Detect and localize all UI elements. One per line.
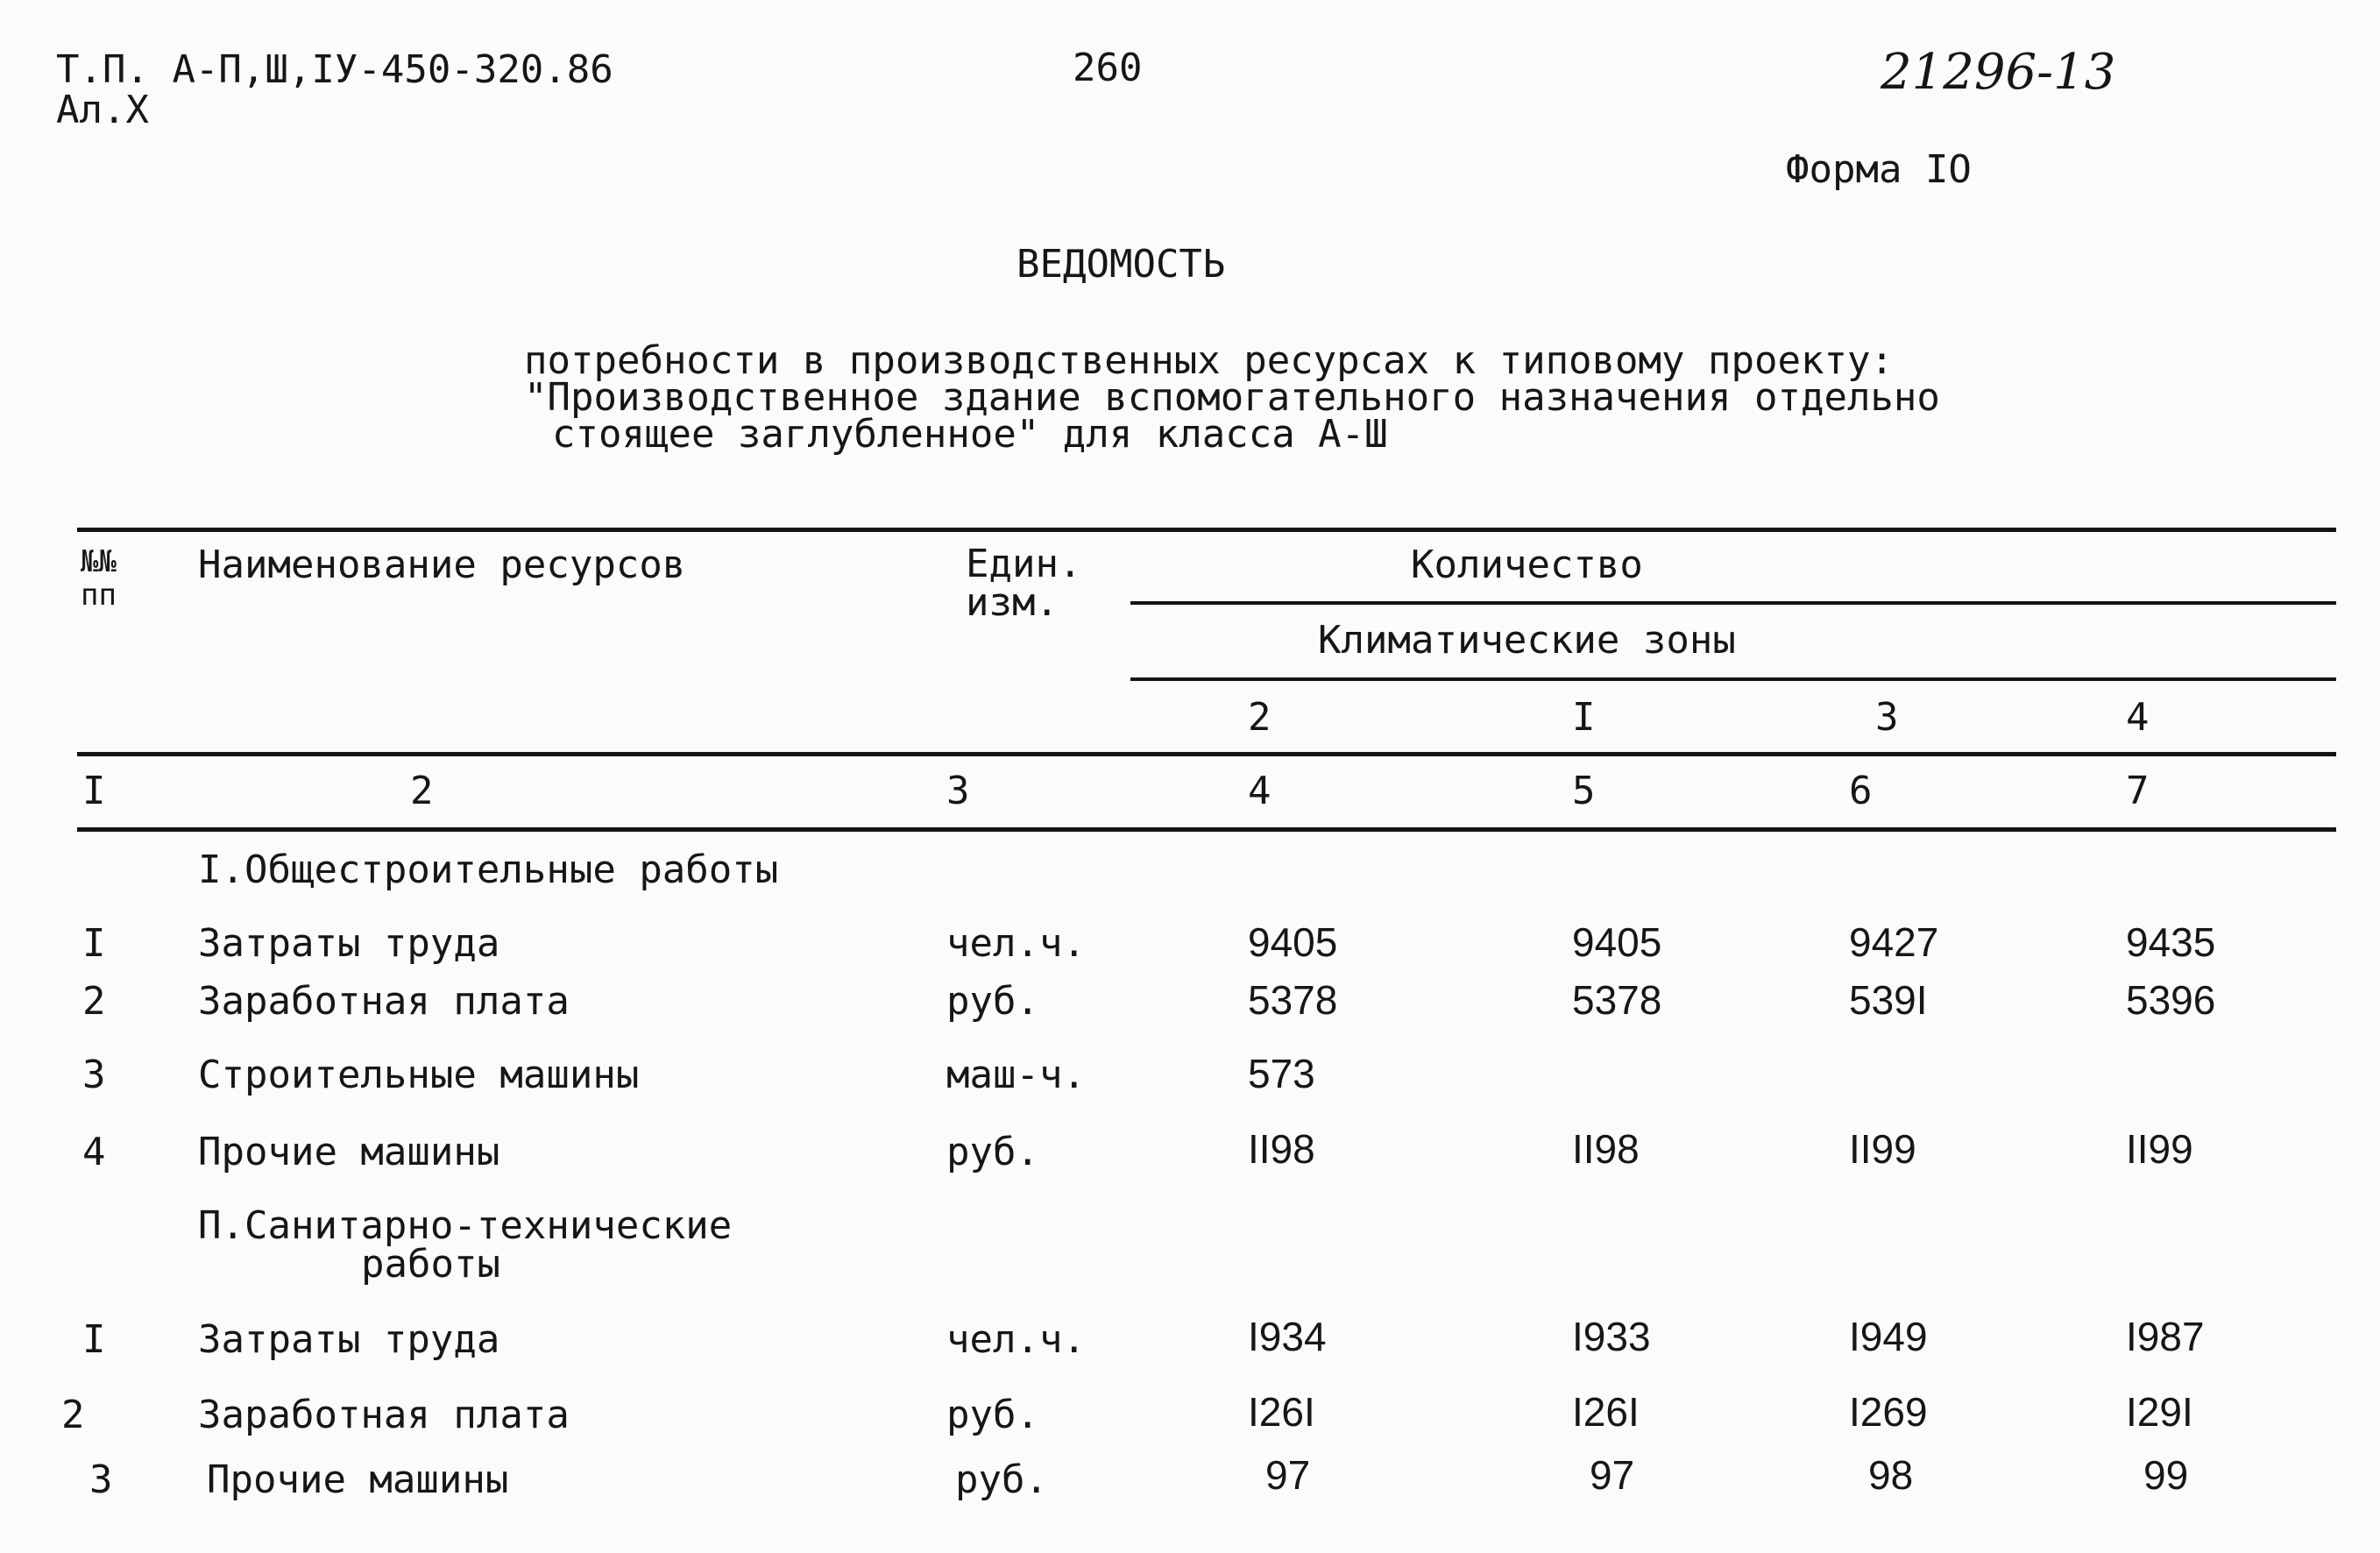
row-name: Заработная плата — [198, 979, 570, 1024]
row-value: II99 — [1849, 1126, 1916, 1172]
row-name: Затраты труда — [198, 1317, 500, 1362]
title-line-3: стоящее заглубленное" для класса А-Ш — [552, 412, 1388, 457]
column-number: 3 — [946, 769, 970, 813]
col-header-zones: Климатические зоны — [1318, 618, 1736, 663]
column-number: 4 — [1248, 769, 1271, 813]
row-name: Заработная плата — [198, 1393, 570, 1437]
doc-code-line1: Т.П. А-П,Ш,IУ-450-320.86 — [56, 47, 613, 92]
title-line-1: потребности в производственных ресурсах к типовому проекту: — [524, 338, 1894, 383]
row-value: 573 — [1248, 1051, 1315, 1096]
row-value: I26I — [1248, 1389, 1315, 1435]
table-top-rule — [77, 528, 2336, 532]
row-value: II98 — [1248, 1126, 1315, 1172]
section-title-line1: П.Санитарно-технические — [198, 1203, 733, 1248]
row-value: 9427 — [1849, 919, 1939, 965]
row-unit: чел.ч. — [946, 1317, 1086, 1362]
zone-number: I — [1572, 695, 1596, 740]
col-header-unit: Един. изм. — [966, 542, 1082, 625]
form-label: Форма IO — [1786, 147, 1972, 192]
title-line-2: "Производственное здание вспомогательного назначения отдельно — [524, 375, 1940, 420]
row-name: Затраты труда — [198, 921, 500, 966]
column-numbers-rule — [77, 827, 2336, 832]
col-header-no: №№ пп — [81, 544, 117, 613]
doc-code-line2: Ал.Х — [56, 88, 149, 132]
row-no: 3 — [82, 1053, 106, 1097]
col-header-quantity: Количество — [1411, 542, 1643, 587]
row-unit: руб. — [946, 979, 1039, 1024]
row-value: 97 — [1265, 1452, 1311, 1498]
row-no: I — [82, 921, 106, 966]
column-number: 6 — [1849, 769, 1873, 813]
row-value: I26I — [1572, 1389, 1640, 1435]
row-value: 9405 — [1572, 919, 1662, 965]
section-title: I.Общестроительные работы — [198, 847, 779, 892]
row-value: 5378 — [1572, 977, 1662, 1023]
column-number: 7 — [2126, 769, 2150, 813]
row-value: I987 — [2126, 1314, 2205, 1359]
row-no: 4 — [82, 1130, 106, 1174]
row-value: I934 — [1248, 1314, 1327, 1359]
section-title-line2: работы — [361, 1242, 500, 1287]
zones-rule — [1130, 677, 2336, 681]
row-value: 9435 — [2126, 919, 2216, 965]
doc-heading: ВЕДОМОСТЬ — [1016, 242, 1226, 287]
row-no: 3 — [89, 1457, 113, 1502]
row-value: 539I — [1849, 977, 1928, 1023]
row-value: 99 — [2143, 1452, 2189, 1498]
row-unit: чел.ч. — [946, 921, 1086, 966]
zone-number: 3 — [1875, 695, 1899, 740]
row-name: Прочие машины — [207, 1457, 509, 1502]
row-value: 5378 — [1248, 977, 1338, 1023]
header-bottom-rule — [77, 752, 2336, 756]
row-no: 2 — [61, 1393, 85, 1437]
row-value: 9405 — [1248, 919, 1338, 965]
row-unit: маш-ч. — [946, 1053, 1086, 1097]
row-unit: руб. — [946, 1130, 1039, 1174]
zone-number: 4 — [2126, 695, 2150, 740]
row-no: I — [82, 1317, 106, 1362]
page-number: 260 — [1073, 46, 1143, 90]
row-name: Строительные машины — [198, 1053, 640, 1097]
zone-number: 2 — [1248, 695, 1271, 740]
row-value: I29I — [2126, 1389, 2193, 1435]
column-number: 2 — [410, 769, 434, 813]
row-value: 97 — [1590, 1452, 1635, 1498]
column-number: I — [82, 769, 106, 813]
row-value: 5396 — [2126, 977, 2216, 1023]
row-name: Прочие машины — [198, 1130, 500, 1174]
row-value: I269 — [1849, 1389, 1928, 1435]
row-value: I933 — [1572, 1314, 1651, 1359]
col-header-name: Наименование ресурсов — [198, 542, 686, 587]
row-no: 2 — [82, 979, 106, 1024]
doc-number-handwritten: 21296-13 — [1881, 44, 2116, 101]
row-value: II99 — [2126, 1126, 2193, 1172]
quantity-rule — [1130, 601, 2336, 605]
column-number: 5 — [1572, 769, 1596, 813]
row-value: I949 — [1849, 1314, 1928, 1359]
row-value: II98 — [1572, 1126, 1640, 1172]
row-unit: руб. — [946, 1393, 1039, 1437]
row-value: 98 — [1868, 1452, 1914, 1498]
row-unit: руб. — [955, 1457, 1048, 1502]
